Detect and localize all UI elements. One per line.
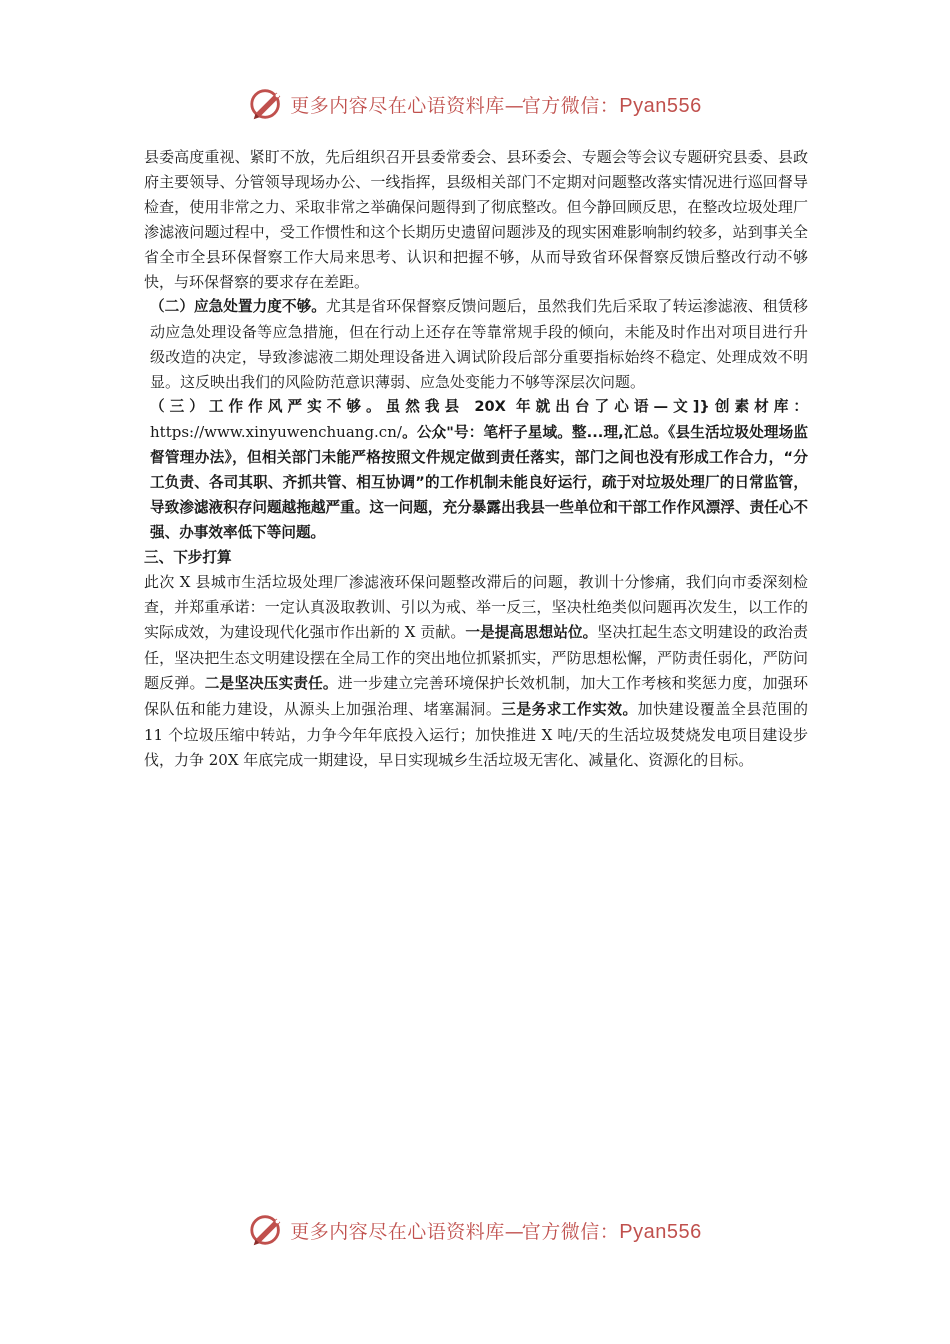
p4-bold-1: 一是提高思想站位。 (465, 624, 598, 642)
document-body (144, 145, 808, 773)
p4-text-a: 此次 X 县城市生活垃圾处理厂渗滤液环保问题整改滞后的问题，教训十分惨痛，我们向市委深刻检查，并郑重承诺：一定认真汲取教训、引以为戒、举一反三，坚决杜绝类似问题再次发生，以工作的实际成效，为建设现代化强市作出新的 X 贡献。 (144, 573, 808, 642)
header-banner-main: 更多内容尽在心语资料库 (290, 94, 505, 117)
footer-banner-main: 更多内容尽在心语资料库 (290, 1220, 505, 1243)
header-banner-text (290, 91, 702, 118)
footer-banner-text (290, 1217, 702, 1244)
paragraph-4 (144, 570, 808, 772)
section-3-mid: 。公众"号：笔杆子星域。整...理,汇总。 (401, 423, 669, 441)
paragraph-1: 县委高度重视、紧盯不放，先后组织召开县委常委会、县环委会、专题会等会议专题研究县委、县政府主要领导、分管领导现场办公、一线指挥，县级相关部门不定期对问题整改落实情况进行巡回督导检查，使用非常之力、采取非常之举确保问题得到了彻底整改。但今静回顾反思，在整改垃圾处理厂渗滤液问题过程中，受工作惯性和这个长期历史遗留问题涉及的现实困难影响制约较多，站到事关全省全市全县环保督察工作大局来思考、认识和把握不够，从而导致省环保督察反馈后整改行动不够快，与环保督察的要求存在差距。 (144, 148, 808, 291)
p4-bold-2: 二是坚决压实责任。 (204, 675, 338, 693)
section-3-url: https://www.xinyuwenchuang.cn/ (150, 422, 402, 441)
pen-logo-icon (248, 1211, 286, 1249)
header-banner-wechat-label: 官方微信： (521, 94, 620, 117)
footer-banner-sep: — (504, 1220, 522, 1243)
footer-banner-wechat-id: Pyan556 (619, 1220, 702, 1243)
p4-bold-3: 三是务求工作实效。 (501, 700, 638, 718)
section-heading-3: 三、下步打算 (144, 548, 232, 566)
header-banner-sep: — (504, 94, 522, 117)
section-2-body: 尤其是省环保督察反馈问题后，虽然我们先后采取了转运渗滤液、租赁移动应急处理设备等应急措施，但在行动上还存在等靠常规手段的倾向，未能及时作出对项目进行升级改造的决定，导致渗滤液二期处理设备进入调试阶段后部分重要指标始终不稳定、处理成效不明显。这反映出我们的风险防范意识薄弱、应急处变能力不够等深层次问题。 (150, 297, 808, 392)
header-banner-wechat-id: Pyan556 (619, 94, 702, 117)
section-3-tail: 《县生活垃圾处理场监督管理办法》，但相关部门未能严格按照文件规定做到责任落实，部门之间也没有形成工作合力，“分工负责、各司其职、齐抓共管、相互协调”的工作机制未能良好运行，疏于对垃圾处理厂的日常监管，导致渗滤液积存问题越拖越严重。这一问题，充分暴露出我县一些单位和干部工作作风漂浮、责任心不强、办事效率低下等问题。 (150, 423, 809, 541)
section-2-heading: （二）应急处置力度不够。 (150, 298, 326, 316)
section-3-heading: （三）工作作风严实不够。虽然我县 20X 年就出台了心语—文]}创素材库： (150, 398, 808, 416)
footer-banner (0, 1208, 950, 1252)
header-banner (0, 82, 950, 126)
p4-text-c: 坚决扛起生态文明建设的政治责任，坚决把生态文明建设摆在全局工作的突出地位抓紧抓实，严防思想松懈，严防责任弱化，严防问题反弹。 (144, 623, 808, 693)
paragraph-3 (144, 395, 808, 545)
paragraph-2 (144, 294, 808, 395)
footer-banner-wechat-label: 官方微信： (521, 1220, 620, 1243)
pen-logo-icon (248, 85, 286, 123)
p4-text-d: 进一步建立完善环境保护长效机制，加大工作考核和奖惩力度，加强环保队伍和能力建设，从源头上加强治理、堵塞漏洞。 (144, 674, 808, 718)
p4-text-e: 加快建设覆盖全县范围的 11 个垃圾压缩中转站，力争今年年底投入运行；加快推进 X 吨/天的生活垃圾焚烧发电项目建设步伐，力争 20X 年底完成一期建设，早日实现城乡生活垃圾无害化、减量化、资源化的目标。 (144, 699, 808, 769)
